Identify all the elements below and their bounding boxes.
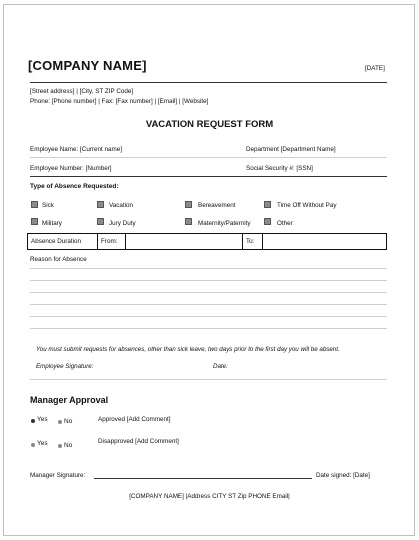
checkbox-label: Vacation [109, 202, 134, 209]
checkbox-vacation[interactable] [97, 201, 104, 208]
checkbox-sick[interactable] [31, 201, 38, 208]
reason-line[interactable] [30, 316, 387, 317]
header-date: [DATE] [365, 65, 385, 72]
checkbox-label: Maternity/Paternity [198, 220, 251, 227]
approved-comment[interactable]: Approved [Add Comment] [98, 416, 171, 423]
employee-number-field[interactable]: Employee Number: [Number] [30, 165, 112, 172]
footer-text: [COMPANY NAME] |Address CITY ST Zip PHONE Email| [129, 493, 290, 500]
approved-yes-radio[interactable] [31, 419, 35, 423]
checkbox-label: Sick [42, 202, 54, 209]
company-name: [COMPANY NAME] [28, 58, 147, 73]
manager-signature-label: Manager Signature: [30, 472, 86, 479]
disapproved-yes-radio[interactable] [31, 443, 35, 447]
radio-label-yes: Yes [37, 416, 48, 423]
reason-line[interactable] [30, 268, 387, 269]
reason-line[interactable] [30, 280, 387, 281]
checkbox-other[interactable] [264, 218, 271, 225]
reason-line[interactable] [30, 328, 387, 329]
row-divider [30, 157, 387, 158]
checkbox-maternity-paternity[interactable] [185, 218, 192, 225]
manager-signature-line[interactable] [94, 478, 312, 479]
signature-divider [30, 379, 387, 380]
disapproved-no-radio[interactable] [58, 444, 62, 448]
radio-label-yes: Yes [37, 440, 48, 447]
disapproved-comment[interactable]: Disapproved [Add Comment] [98, 438, 179, 445]
checkbox-label: Military [42, 220, 62, 227]
from-label: From: [98, 234, 126, 249]
contact-line: Phone: [Phone number] | Fax: [Fax number] | [Email] | [Website] [30, 98, 209, 105]
to-date-input[interactable] [263, 234, 385, 249]
approved-no-radio[interactable] [58, 420, 62, 424]
to-label: To: [243, 234, 263, 249]
duration-label: Absence Duration [28, 234, 98, 249]
date-signed[interactable]: Date signed: [Date] [316, 472, 370, 479]
reason-label: Reason for Absence [30, 256, 87, 263]
form-page [3, 4, 415, 536]
from-date-input[interactable] [126, 234, 243, 249]
manager-approval-heading: Manager Approval [30, 395, 109, 405]
employee-date-label: Date: [213, 363, 228, 370]
employee-name-field[interactable]: Employee Name: [Current name] [30, 146, 123, 153]
absence-duration-table [27, 233, 387, 250]
ssn-field[interactable]: Social Security #: [SSN] [246, 165, 313, 172]
checkbox-military[interactable] [31, 218, 38, 225]
checkbox-label: Bereavement [198, 202, 236, 209]
checkbox-time-off-without-pay[interactable] [264, 201, 271, 208]
address-line: [Street address] | [City, ST ZIP Code] [30, 88, 134, 95]
reason-line[interactable] [30, 292, 387, 293]
checkbox-label: Other [277, 220, 293, 227]
checkbox-label: Time Off Without Pay [277, 202, 337, 209]
form-title: VACATION REQUEST FORM [145, 119, 274, 130]
radio-label-no: No [64, 442, 73, 449]
section-divider [30, 176, 387, 177]
radio-label-no: No [64, 418, 73, 425]
checkbox-bereavement[interactable] [185, 201, 192, 208]
submission-notice: You must submit requests for absences, other than sick leave, two days prior to the first day you will be absent. [36, 346, 340, 353]
checkbox-jury-duty[interactable] [97, 218, 104, 225]
checkbox-label: Jury Duty [109, 220, 136, 227]
department-field[interactable]: Department [Department Name] [246, 146, 336, 153]
reason-line[interactable] [30, 304, 387, 305]
absence-type-heading: Type of Absence Requested: [30, 183, 119, 190]
employee-signature-label: Employee Signature: [36, 363, 94, 370]
header-divider [30, 82, 387, 83]
